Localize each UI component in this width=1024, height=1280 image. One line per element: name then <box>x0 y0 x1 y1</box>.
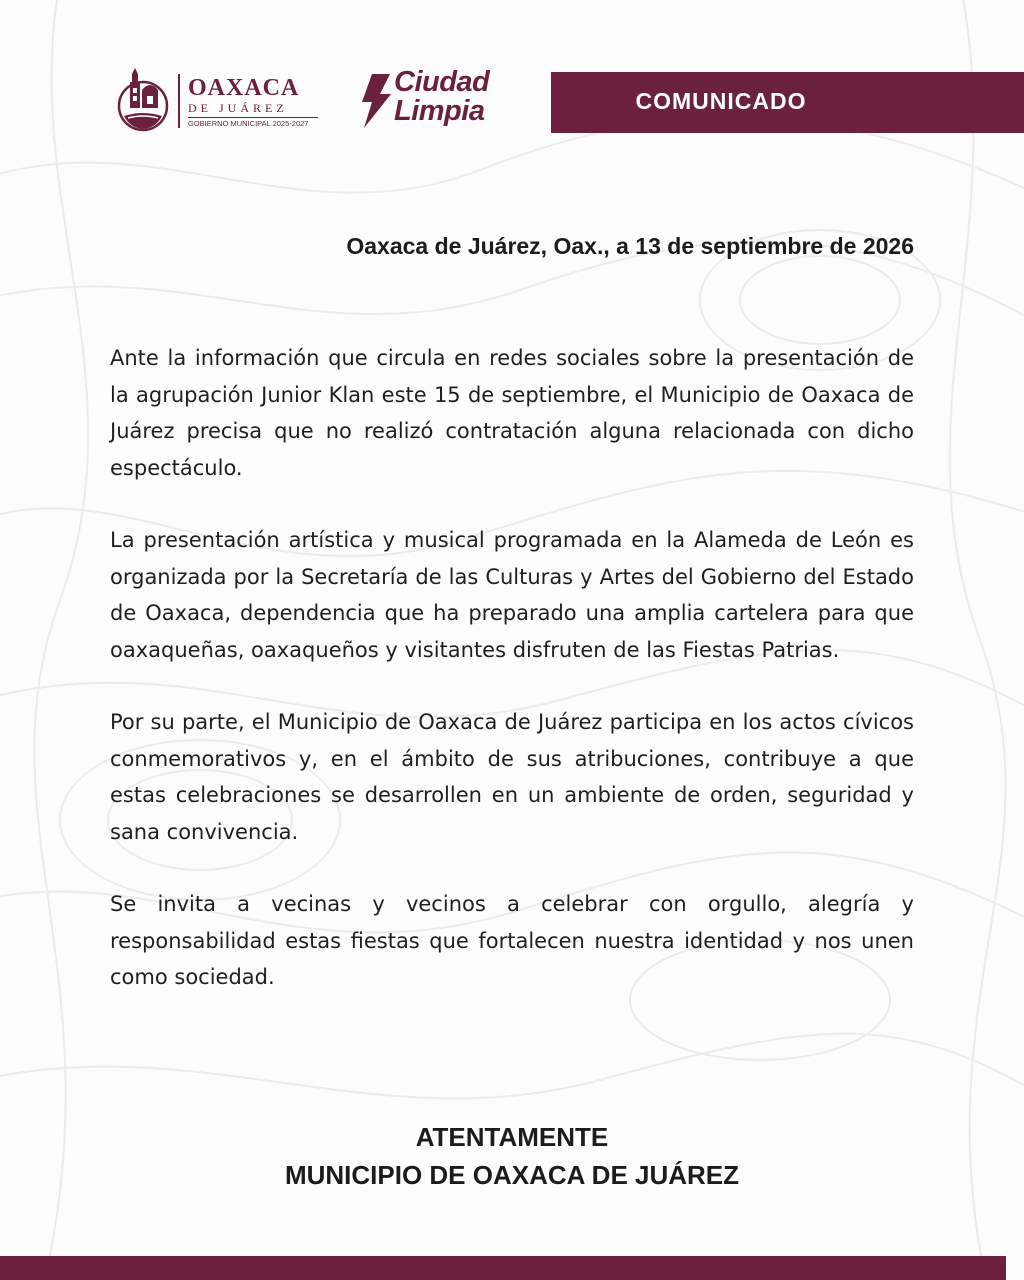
footer-bar <box>0 1256 1006 1280</box>
statement-body <box>110 340 914 1032</box>
date-line: Oaxaca de Juárez, Oax., a 13 de septiembre de 2026 <box>346 233 914 259</box>
logo-subtitle: DE JUÁREZ <box>188 101 288 115</box>
ciudad-limpia-wordmark <box>394 68 489 126</box>
paragraph: Ante la información que circula en redes sociales sobre la presentación de la agrupación Junior Klan este 15 de septiembre, el Municipio de Oaxaca de Juárez precisa que no realizó contratación alguna relacionada con dicho espectáculo. <box>110 346 914 480</box>
paragraph: La presentación artística y musical programada en la Alameda de León es organizada por la Secretaría de las Culturas y Artes del Gobierno del Estado de Oaxaca, dependencia que ha preparado una amplia cartelera para que oaxaqueñas, oaxaqueños y visitantes disfruten de las Fiestas Patrias. <box>110 528 914 662</box>
closing-salutation: ATENTAMENTE <box>415 1122 609 1152</box>
comunicado-badge <box>551 72 1024 133</box>
logo-title: OAXACA <box>188 75 300 101</box>
paragraph: Por su parte, el Municipio de Oaxaca de Juárez participa en los actos cívicos conmemorativos y, en el ámbito de sus atribuciones, contribuye a que estas celebraciones se desarrollen en un ambiente de orden, seguridad y sana convivencia. <box>110 710 914 844</box>
logo-wordmark <box>188 76 318 129</box>
municipal-seal-icon <box>116 66 170 136</box>
signature-block <box>0 1118 1024 1194</box>
ciudad-limpia-line1: Ciudad <box>394 66 490 98</box>
paragraph: Se invita a vecinas y vecinos a celebrar con orgullo, alegría y responsabilidad estas fiestas que fortalecen nuestra identidad y nos unen como sociedad. <box>110 892 914 989</box>
closing-signatory: MUNICIPIO DE OAXACA DE JUÁREZ <box>284 1160 740 1190</box>
lightning-bolt-icon <box>360 74 394 128</box>
ciudad-limpia-line2: Limpia <box>394 95 485 127</box>
comunicado-badge-label: COMUNICADO <box>635 88 807 114</box>
oaxaca-de-juarez-logo <box>116 66 316 138</box>
logo-divider <box>178 74 180 128</box>
ciudad-limpia-logo <box>360 68 520 132</box>
logo-tagline: GOBIERNO MUNICIPAL 2025-2027 <box>188 117 318 129</box>
